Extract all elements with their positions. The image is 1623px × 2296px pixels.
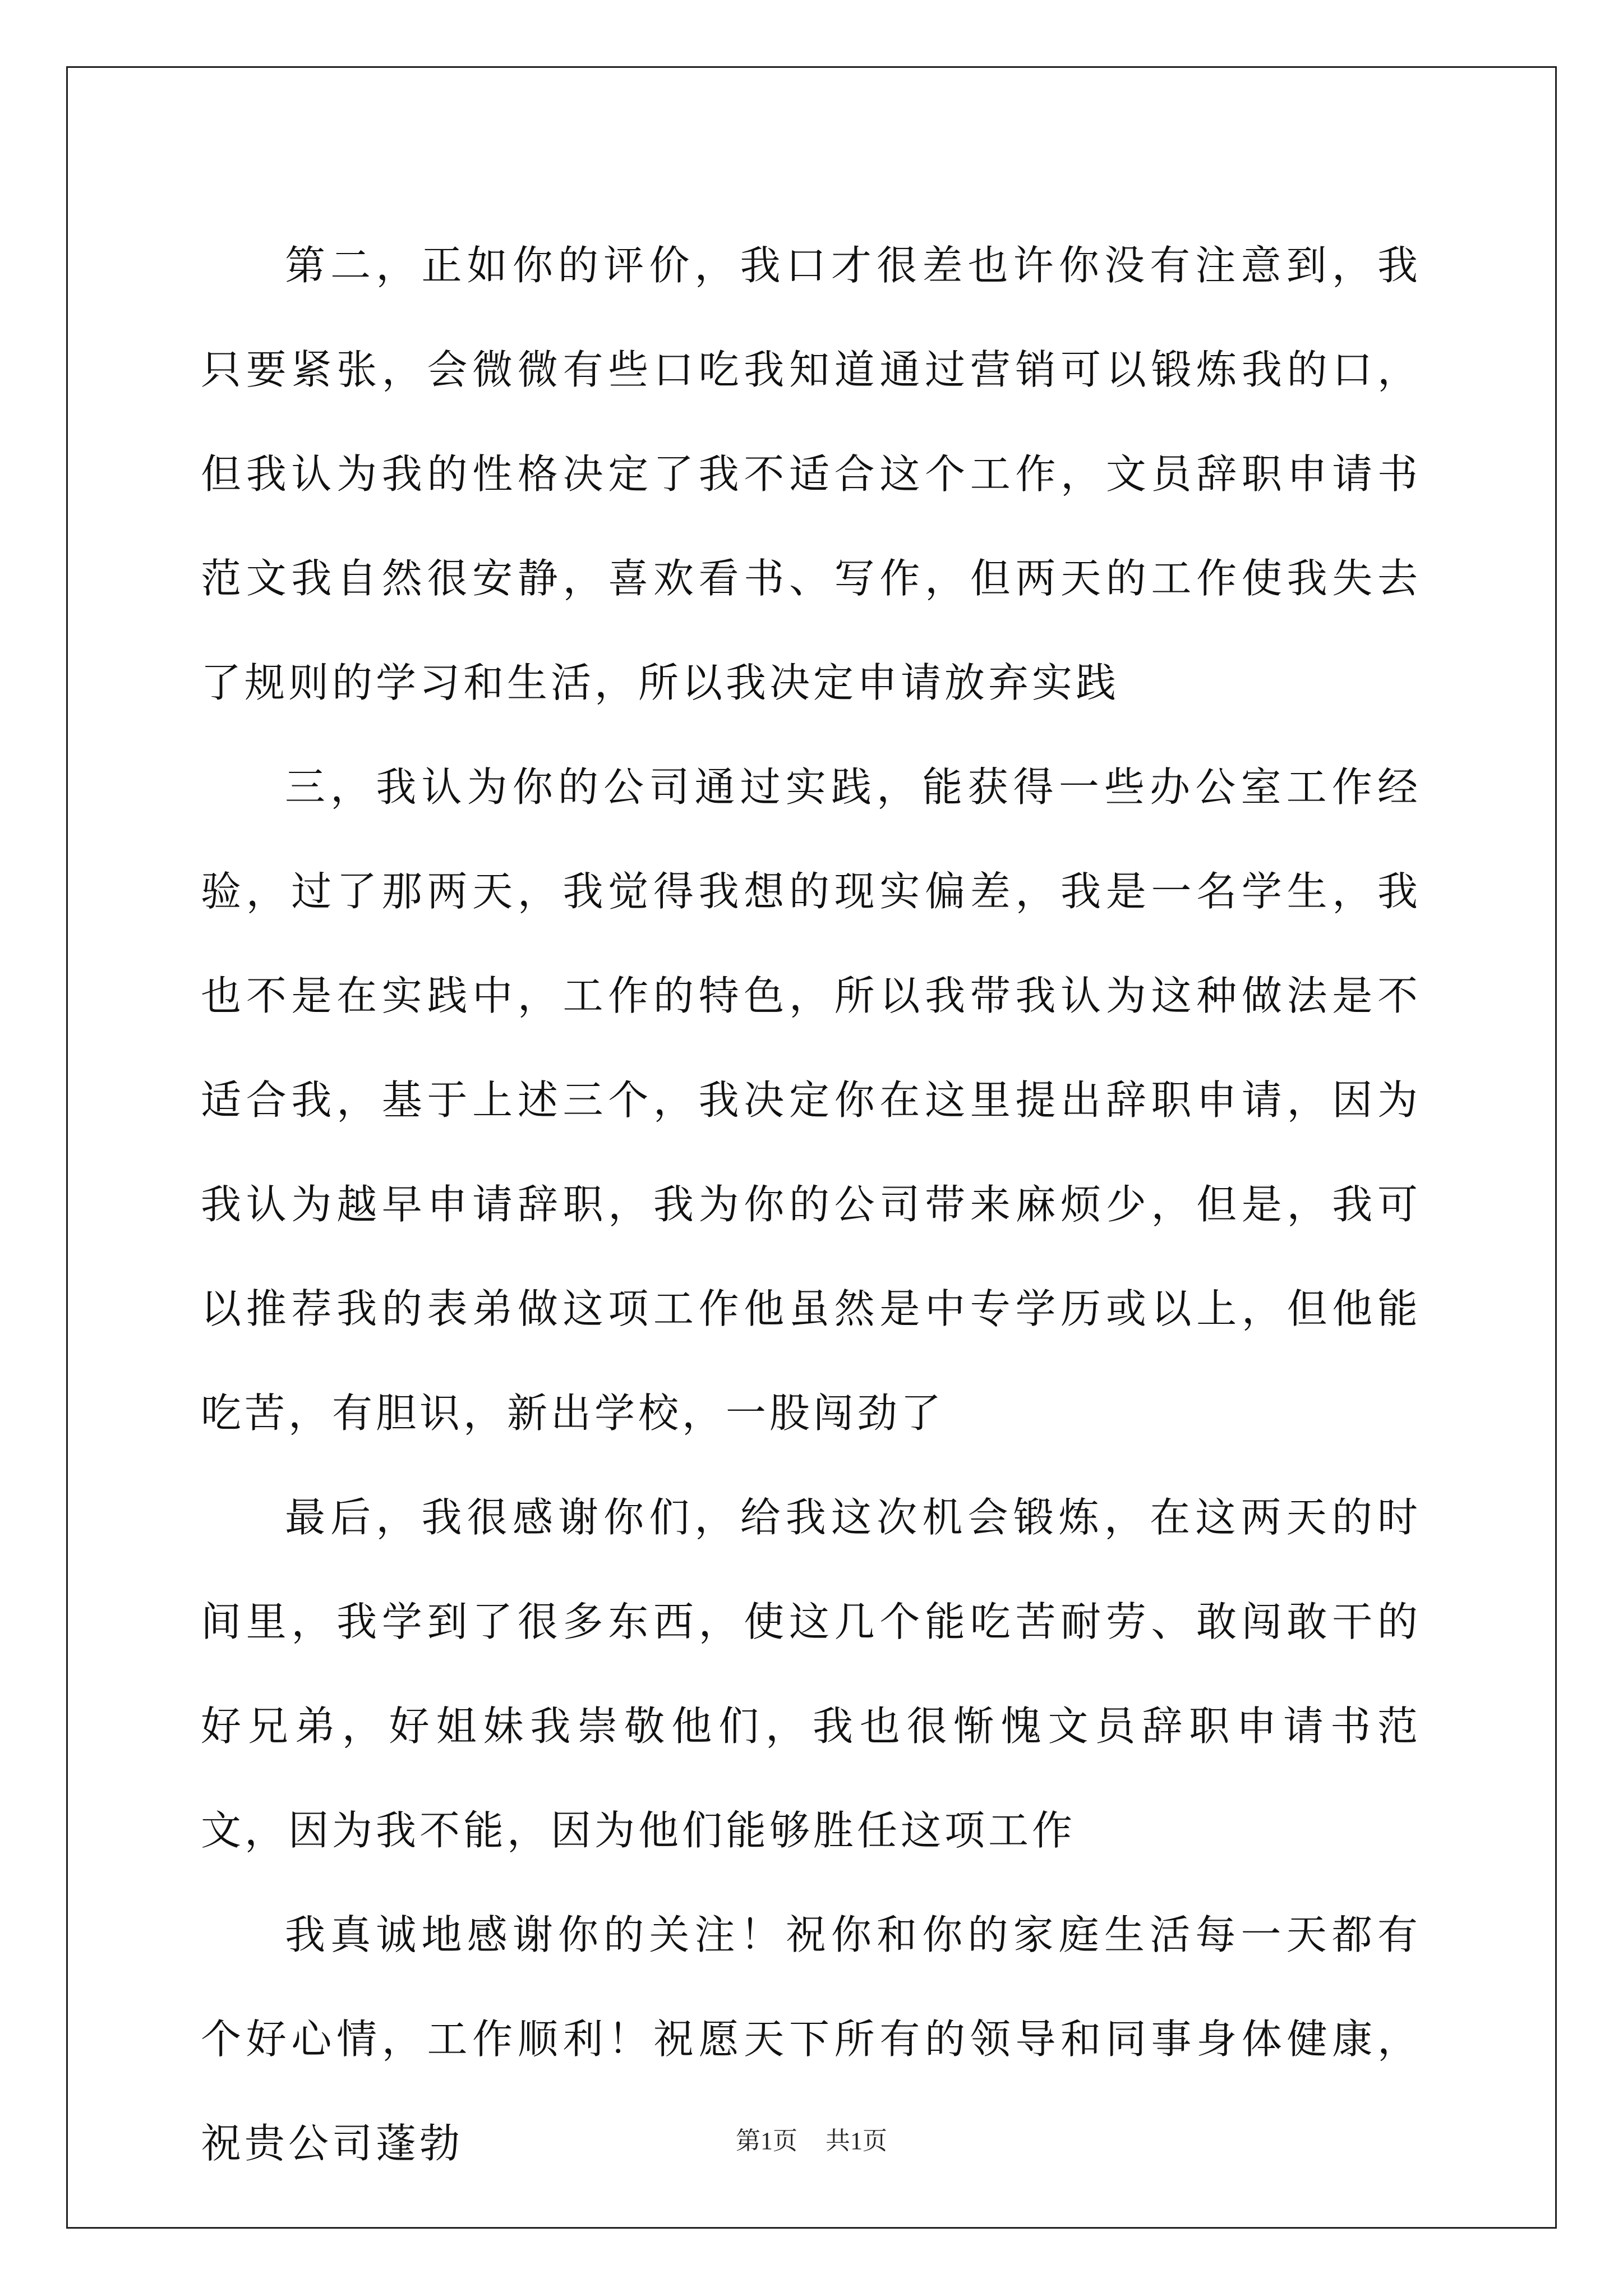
page-total: 共1页	[826, 2127, 887, 2155]
page-number: 第1页	[736, 2127, 797, 2155]
document-body	[201, 213, 1421, 2196]
paragraph-4: 我真诚地感谢你的关注！祝你和你的家庭生活每一天都有个好心情，工作顺利！祝愿天下所有的领导和同事身体健康，祝贵公司蓬勃	[201, 1911, 1421, 2167]
paragraph-2: 三，我认为你的公司通过实践，能获得一些办公室工作经验，过了那两天，我觉得我想的现实偏差，我是一名学生，我也不是在实践中，工作的特色，所以我带我认为这种做法是不适合我，基于上述三个，我决定你在这里提出辞职申请，因为我认为越早申请辞职，我为你的公司带来麻烦少，但是，我可以推荐我的表弟做这项工作他虽然是中专学历或以上，但他能吃苦，有胆识，新出学校，一股闯劲了	[201, 763, 1421, 1437]
paragraph-1: 第二，正如你的评价，我口才很差也许你没有注意到，我只要紧张，会微微有些口吃我知道通过营销可以锻炼我的口，但我认为我的性格决定了我不适合这个工作，文员辞职申请书范文我自然很安静，喜欢看书、写作，但两天的工作使我失去了规则的学习和生活，所以我决定申请放弃实践	[201, 242, 1421, 706]
paragraph-3: 最后，我很感谢你们，给我这次机会锻炼，在这两天的时间里，我学到了很多东西，使这几个能吃苦耐劳、敢闯敢干的好兄弟，好姐妹我崇敬他们，我也很惭愧文员辞职申请书范文，因为我不能，因为他们能够胜任这项工作	[201, 1494, 1421, 1854]
page-footer	[0, 2120, 1623, 2156]
